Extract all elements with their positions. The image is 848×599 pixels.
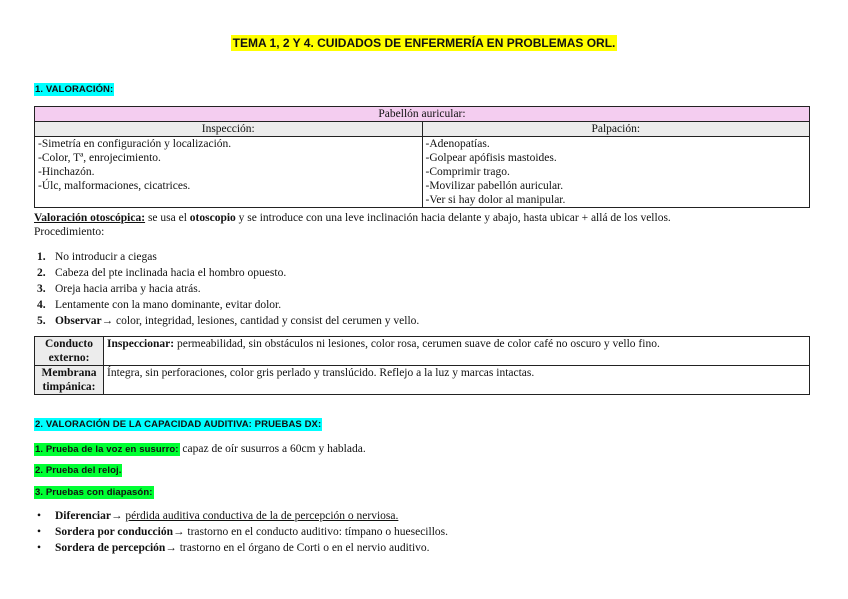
list-item: -Adenopatías. [425,138,490,150]
bullet-icon: • [37,510,42,522]
list-item: -Comprimir trago. [425,166,510,178]
list-item: • Sordera de percepción→ trastorno en el órgano de Corti o en el nervio auditivo. [37,542,430,554]
list-item: 5. Observar→ color, integridad, lesiones, cantidad y consist del cerumen y vello. [37,315,420,327]
list-item: • Diferenciar→ pérdida auditiva conductiva de la de percepción o nerviosa. [37,510,399,522]
section-1-heading: 1. VALORACIÓN: [35,84,114,95]
pabellon-table [34,106,810,208]
prueba-voz-label: 1. Prueba de la voz en susurro: [35,444,179,455]
list-item: -Simetría en configuración y localización. [38,138,232,150]
exam-table [34,336,810,395]
palpacion-cell [422,137,810,208]
list-item: 2. Cabeza del pte inclinada hacia el hombro opuesto. [37,267,287,279]
otoscopia-paragraph: Valoración otoscópica: se usa el otoscopio y se introduce con una leve inclinación hacia delante y abajo, hasta ubicar + allá de los vellos. Procedimiento: [34,211,824,239]
list-item: -Golpear apófisis mastoides. [425,152,557,164]
inspeccion-header: Inspección: [35,122,423,137]
otoscopia-label: Valoración otoscópica: [34,212,146,224]
membrana-label: Membrana timpánica: [35,366,104,395]
prueba-reloj: 2. Prueba del reloj. [35,465,122,476]
conducto-label: Conducto externo: [35,337,104,366]
list-item: -Movilizar pabellón auricular. [425,180,564,192]
bullet-icon: • [37,526,42,538]
title-text: TEMA 1, 2 Y 4. CUIDADOS DE ENFERMERÍA EN PROBLEMAS ORL. [232,36,616,50]
list-item: -Úlc, malformaciones, cicatrices. [38,180,191,192]
list-item: • Sordera por conducción→ trastorno en el conducto auditivo: tímpano o huesecillos. [37,526,448,538]
procedimiento-label: Procedimiento: [34,226,105,238]
prueba-diapason: 3. Pruebas con diapasón: [35,487,153,498]
prueba-voz: 1. Prueba de la voz en susurro: capaz de oír susurros a 60cm y hablada. [35,443,366,455]
palpacion-header: Palpación: [422,122,810,137]
list-item: 3. Oreja hacia arriba y hacia atrás. [37,283,201,295]
list-item: 4. Lentamente con la mano dominante, evitar dolor. [37,299,282,311]
pabellon-title: Pabellón auricular: [35,107,810,122]
bullet-icon: • [37,542,42,554]
conducto-cell: Inspeccionar: permeabilidad, sin obstáculos ni lesiones, color rosa, cerumen suave de color café no oscuro y vello fino. [104,337,810,366]
membrana-cell: Íntegra, sin perforaciones, color gris perlado y translúcido. Reflejo a la luz y marcas intactas. [104,366,810,395]
diapason-list [37,508,817,556]
procedure-list [37,249,817,329]
list-item: -Ver si hay dolor al manipular. [425,194,566,206]
document-title [0,36,848,50]
section-2-heading: 2. VALORACIÓN DE LA CAPACIDAD AUDITIVA: PRUEBAS DX: [35,419,322,430]
list-item: -Color, Tª, enrojecimiento. [38,152,161,164]
inspeccion-cell [35,137,423,208]
list-item: 1. No introducir a ciegas [37,251,157,263]
list-item: -Hinchazón. [38,166,95,178]
